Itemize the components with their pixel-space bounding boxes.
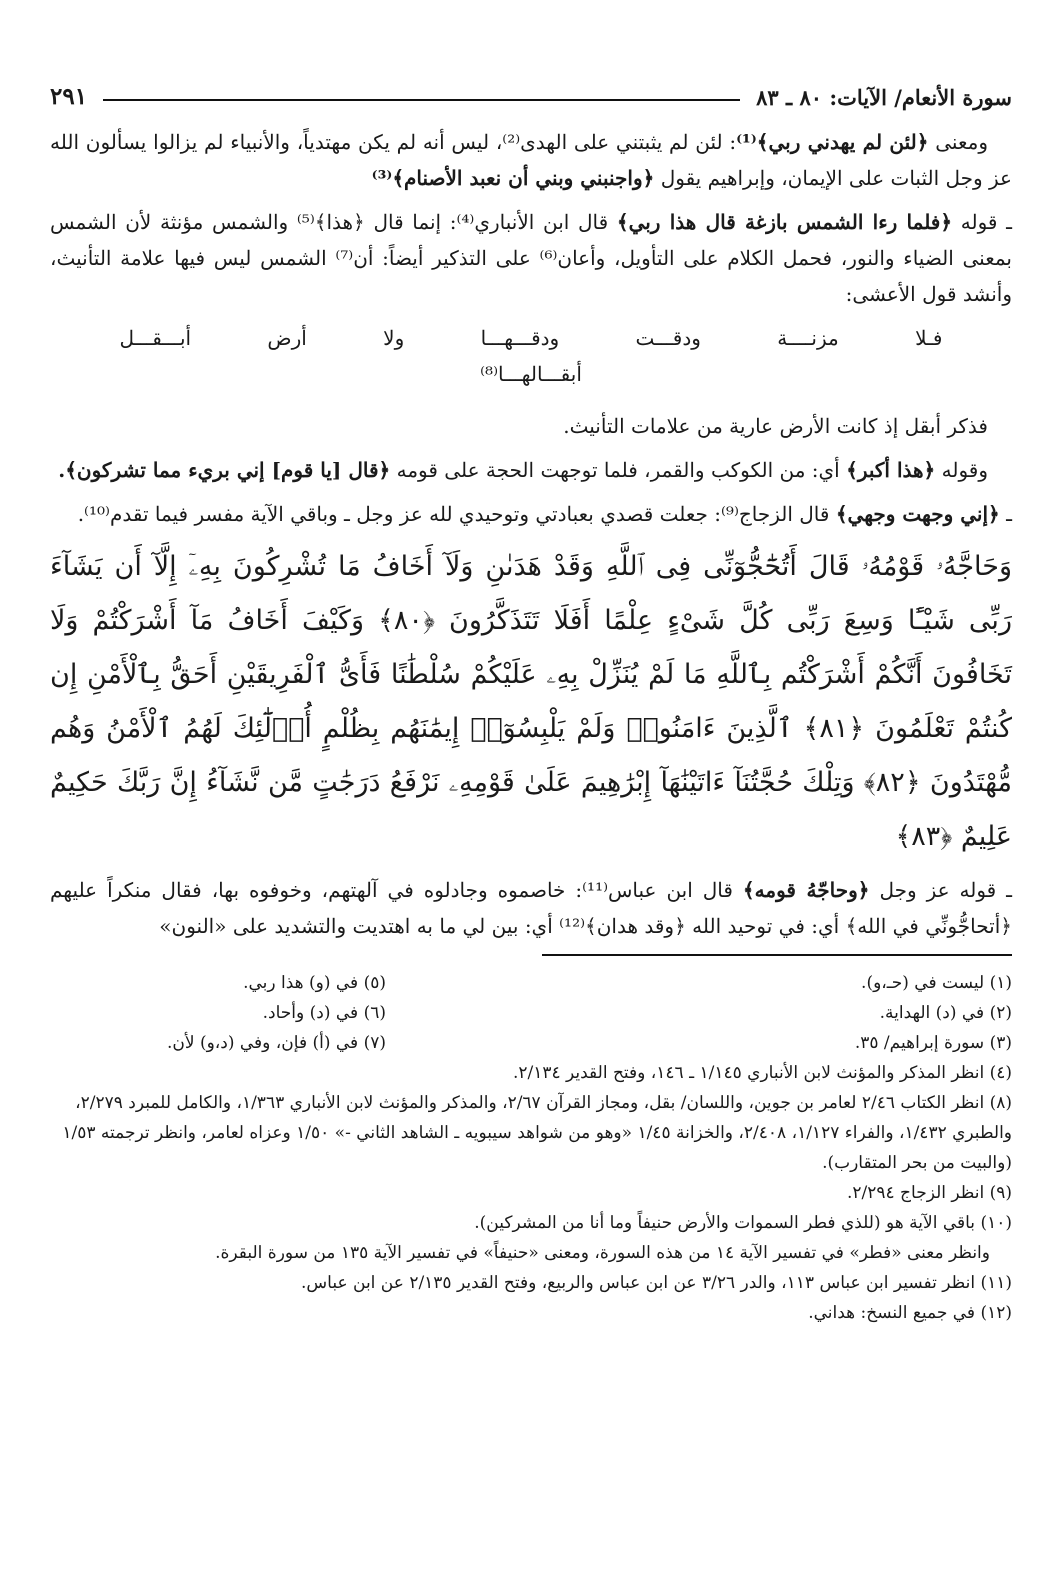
main-text: [50, 124, 1012, 944]
paragraph: ومعنى ﴿لئن لم يهدني ربي﴾⁽¹⁾: لئن لم يثبتني على الهدى⁽²⁾، ليس أنه لم يكن مهتدياً، والأنبياء لم يزالوا يسألون الله عز وجل الثبات على الإيمان، وإبراهيم يقول ﴿واجنبني وبني أن نعبد الأصنام﴾⁽³⁾: [50, 130, 1012, 190]
page-number: ٢٩١: [50, 83, 88, 110]
paragraph: فذكر أبقل إذ كانت الأرض عارية من علامات التأنيث.: [563, 414, 988, 438]
footnote: (٣) سورة إبراهيم/ ٣٥.: [854, 1033, 1012, 1053]
footnote: (٢) في (د) الهداية.: [879, 1003, 1012, 1023]
footnote-columns: [50, 968, 1012, 1058]
verse-hemistich-left: ولا أرض أبـــقـــل أبقـــالهـــا⁽⁸⁾: [119, 326, 582, 386]
paragraph: ـ ﴿إني وجهت وجهي﴾ قال الزجاج⁽⁹⁾: جعلت قصدي بعبادتي وتوحيدي لله عز وجل ـ وباقي الآية مفسر فيما تقدم⁽¹⁰⁾.: [77, 502, 1012, 526]
footnote: (٤) انظر المذكر والمؤنث لابن الأنباري ١/١٤٥ ـ ١٤٦، وفتح القدير ٢/١٣٤.: [512, 1063, 1012, 1083]
footnote: (١٠) باقي الآية هو (للذي فطر السموات والأرض حنيفاً وما أنا من المشركين).: [474, 1213, 1012, 1233]
footnote: (٨) انظر الكتاب ٢/٤٦ لعامر بن جوين، واللسان/ بقل، ومجاز القرآن ٢/٦٧، والمذكر والمؤنث لابن الأنباري ١/٣٦٣، والكامل للمبرد ٢/٢٧٩، والطبري ١/٤٣٢، والفراء ١/١٢٧، ٢/٤٠٨، والخزانة ١/٤٥ «وهو من شواهد سيبويه ـ الشاهد الثاني -» ١/٥٠ وعزاه لعامر، وانظر ترجمته ١/٥٣ (والبيت من بحر المتقارب).: [62, 1093, 1012, 1173]
paragraph: ـ قوله عز وجل ﴿وحاجّهُ قومه﴾ قال ابن عباس⁽¹¹⁾: خاصموه وجادلوه في آلهتهم، وخوفوه بها، فقال منكراً عليهم ﴿أتحاجُّونِّي في الله﴾ أي: في توحيد الله ﴿وقد هدان﴾⁽¹²⁾ أي: بين لي ما به اهتديت والتشديد على «النون»: [50, 878, 1013, 938]
footnote: (٩) انظر الزجاج ٢/٢٩٤.: [846, 1183, 1012, 1203]
footnote: (٧) في (أ) فإن، وفي (د،و) لأن.: [166, 1033, 386, 1053]
poetry-verse: [50, 320, 1012, 392]
footnote: (١١) انظر تفسير ابن عباس ١١٣، والدر ٣/٢٦ عن ابن عباس والربيع، وفتح القدير ٢/١٣٥ عن ابن عباس.: [301, 1273, 1012, 1293]
footnote-separator: [542, 954, 1012, 956]
paragraph: وقوله ﴿هذا أكبر﴾ أي: من الكوكب والقمر، فلما توجهت الحجة على قومه ﴿قال [يا قوم] إني بريء مما تشركون﴾.: [58, 458, 988, 482]
footnote: (٥) في (و) هذا ربي.: [243, 973, 386, 993]
footnote: (١٢) في جميع النسخ: هداني.: [808, 1303, 1012, 1323]
book-page: [50, 70, 1012, 1328]
header-rule: [103, 99, 740, 101]
verse-hemistich-right: فـلا مزنــــة ودقـــت ودقـــهـــا: [480, 326, 943, 350]
footnotes: [50, 968, 1012, 1328]
footnote: (١) ليست في (حـ،و).: [861, 973, 1012, 993]
footnote-continuation: وانظر معنى «فطر» في تفسير الآية ١٤ من هذه السورة، ومعنى «حنيفاً» في تفسير الآية ١٣٥ من سورة البقرة.: [215, 1243, 990, 1263]
footnote-column-left: [50, 968, 412, 1058]
footnote-column-right: [412, 968, 1012, 1058]
paragraph: ـ قوله ﴿فلما رءا الشمس بازغة قال هذا ربي﴾ قال ابن الأنباري⁽⁴⁾: إنما قال ﴿هذا﴾⁽⁵⁾ والشمس مؤنثة لأن الشمس بمعنى الضياء والنور، فحمل الكلام على التأويل، وأعان⁽⁶⁾ على التذكير أيضاً: أن⁽⁷⁾ الشمس ليس فيها علامة التأنيث، وأنشد قول الأعشى:: [50, 210, 1012, 306]
sura-reference: سورة الأنعام/ الآيات: ٨٠ ـ ٨٣: [756, 85, 1012, 110]
running-header: [50, 70, 1012, 110]
quran-verses: وَحَاجَّهُۥ قَوْمُهُۥ قَالَ أَتُحَٰٓجُّوٓنِّى فِى ٱللَّهِ وَقَدْ هَدَىٰنِ وَلَآ أَخَافُ مَا تُشْرِكُونَ بِهِۦٓ إِلَّآ أَن يَشَآءَ رَبِّى شَيْـًٔا وَسِعَ رَبِّى كُلَّ شَىْءٍ عِلْمًا أَفَلَا تَتَذَكَّرُونَ ﴿٨٠﴾ وَكَيْفَ أَخَافُ مَآ أَشْرَكْتُمْ وَلَا تَخَافُونَ أَنَّكُمْ أَشْرَكْتُم بِٱللَّهِ مَا لَمْ يُنَزِّلْ بِهِۦ عَلَيْكُمْ سُلْطَٰنًا فَأَىُّ ٱلْفَرِيقَيْنِ أَحَقُّ بِٱلْأَمْنِ إِن كُنتُمْ تَعْلَمُونَ ﴿٨١﴾ ٱلَّذِينَ ءَامَنُوا۟ وَلَمْ يَلْبِسُوٓا۟ إِيمَٰنَهُم بِظُلْمٍ أُو۟لَٰٓئِكَ لَهُمُ ٱلْأَمْنُ وَهُم مُّهْتَدُونَ ﴿٨٢﴾ وَتِلْكَ حُجَّتُنَآ ءَاتَيْنَٰهَآ إِبْرَٰهِيمَ عَلَىٰ قَوْمِهِۦ نَرْفَعُ دَرَجَٰتٍ مَّن نَّشَآءُ إِنَّ رَبَّكَ حَكِيمٌ عَلِيمٌ ﴿٨٣﴾: [50, 551, 1012, 852]
footnote: (٦) في (د) وأحاد.: [262, 1003, 386, 1023]
